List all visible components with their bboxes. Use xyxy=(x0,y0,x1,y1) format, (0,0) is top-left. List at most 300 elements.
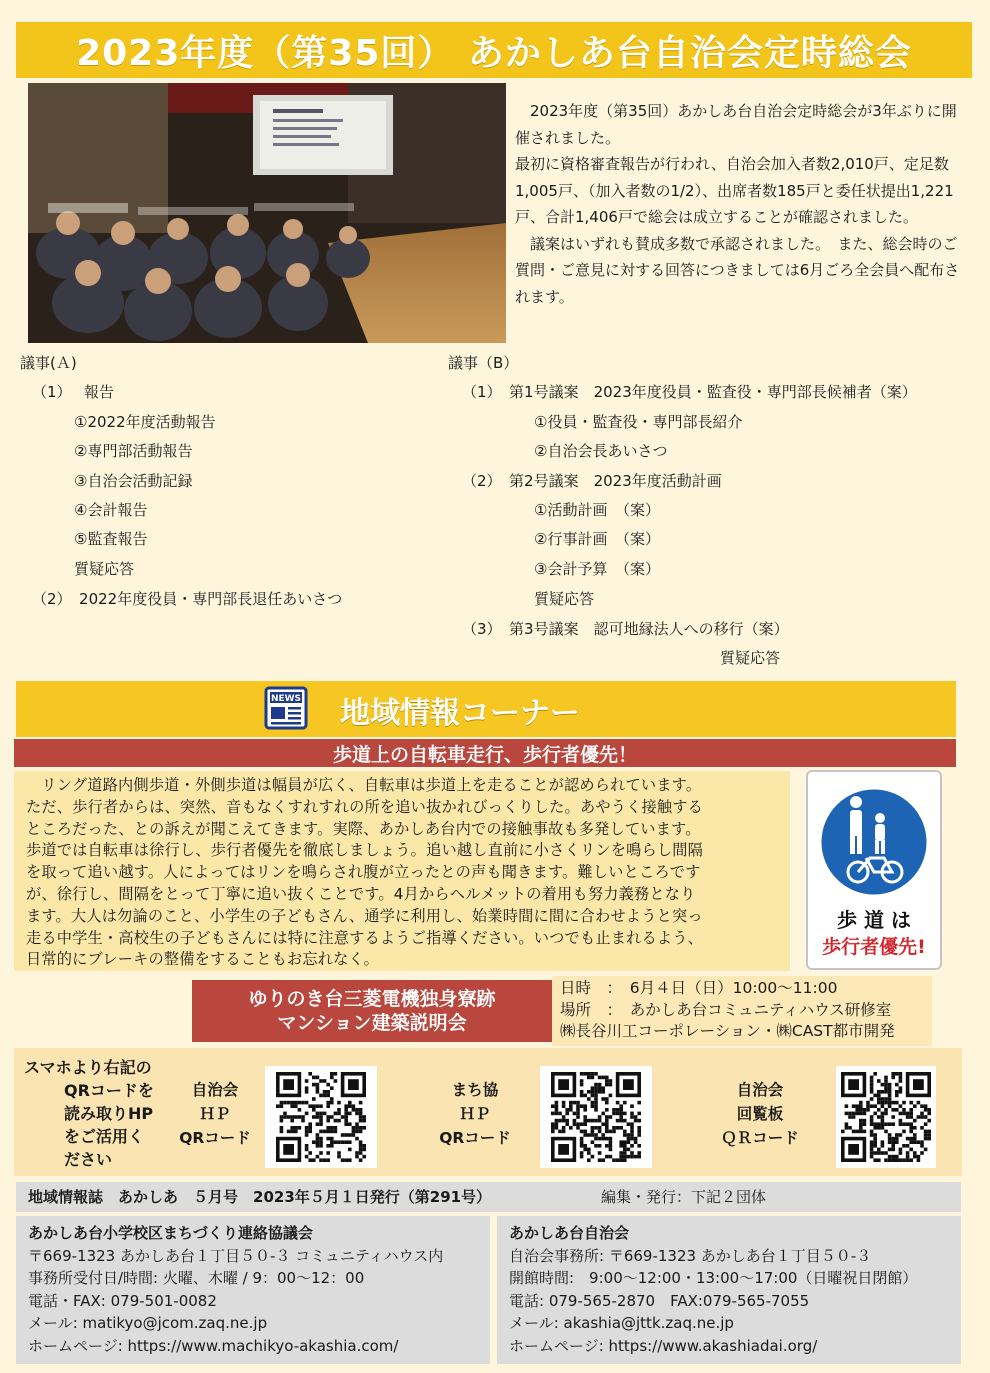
qr-module xyxy=(359,1108,363,1112)
qr-module xyxy=(866,1108,870,1112)
qr-module xyxy=(913,1119,917,1123)
org-web[interactable]: ホームページ: https://www.machikyo-akashia.com/ xyxy=(28,1336,399,1355)
qr-module xyxy=(909,1158,913,1162)
qr-module xyxy=(870,1104,874,1108)
qr-module xyxy=(605,1144,609,1148)
qr-module xyxy=(601,1137,605,1141)
qr-module xyxy=(287,1101,291,1105)
qr-module xyxy=(870,1086,874,1090)
qr-module xyxy=(634,1140,638,1144)
qr-module xyxy=(580,1079,584,1083)
qr-module xyxy=(362,1126,366,1130)
qr-module xyxy=(326,1119,330,1123)
qr-module xyxy=(909,1122,913,1126)
qr-module xyxy=(891,1148,895,1152)
qr-module xyxy=(906,1112,910,1116)
qr-module xyxy=(326,1137,330,1141)
qr-module xyxy=(899,1076,903,1080)
agenda-item-number: （1） xyxy=(32,383,72,401)
qr-module xyxy=(551,1104,555,1108)
qr-module xyxy=(280,1130,284,1134)
qr-module xyxy=(337,1108,341,1112)
qr-module xyxy=(895,1108,899,1112)
qr-module xyxy=(344,1122,348,1126)
qr-module xyxy=(630,1155,634,1159)
qr-module xyxy=(852,1130,856,1134)
qr-module xyxy=(569,1108,573,1112)
page-title: 2023年度（第35回） あかしあ台自治会定時総会 xyxy=(16,22,972,78)
qr-module xyxy=(562,1115,566,1119)
intro-paragraph: 2023年度（第35回）あかしあ台自治会定時総会が3年ぶりに開催されました。 xyxy=(515,102,957,147)
qr-module xyxy=(870,1083,874,1087)
qr-module xyxy=(334,1112,338,1116)
qr-module xyxy=(598,1115,602,1119)
qr-module xyxy=(855,1112,859,1116)
qr-label-line: 自治会 xyxy=(736,1081,784,1099)
qr-module xyxy=(330,1137,334,1141)
qr-module xyxy=(884,1122,888,1126)
qr-module xyxy=(359,1119,363,1123)
qr-module xyxy=(623,1101,627,1105)
qr-module xyxy=(627,1137,631,1141)
qr-module xyxy=(562,1101,566,1105)
qr-module xyxy=(294,1130,298,1134)
qr-module xyxy=(899,1079,903,1083)
qr-module xyxy=(877,1097,881,1101)
qr-module xyxy=(569,1104,573,1108)
qr-module xyxy=(906,1158,910,1162)
qr-module xyxy=(619,1155,623,1159)
qr-module xyxy=(870,1079,874,1083)
qr-module xyxy=(308,1104,312,1108)
qr-module xyxy=(594,1090,598,1094)
qr-module xyxy=(852,1112,856,1116)
qr-module xyxy=(895,1072,899,1076)
qr-module xyxy=(848,1126,852,1130)
qr-module xyxy=(308,1122,312,1126)
qr-module xyxy=(906,1122,910,1126)
qr-module xyxy=(573,1101,577,1105)
qr-module xyxy=(623,1144,627,1148)
qr-module xyxy=(634,1119,638,1123)
qr-module xyxy=(884,1076,888,1080)
qr-module xyxy=(348,1101,352,1105)
qr-lead-text xyxy=(24,1056,154,1171)
qr-module xyxy=(312,1108,316,1112)
qr-module xyxy=(623,1130,627,1134)
qr-module xyxy=(348,1104,352,1108)
qr-module xyxy=(920,1140,924,1144)
qr-module xyxy=(334,1130,338,1134)
qr-module xyxy=(612,1130,616,1134)
qr-module xyxy=(920,1115,924,1119)
qr-module xyxy=(308,1072,312,1076)
qr-module xyxy=(906,1115,910,1119)
qr-module xyxy=(605,1076,609,1080)
qr-module xyxy=(888,1137,892,1141)
qr-module xyxy=(924,1108,928,1112)
qr-module xyxy=(863,1122,867,1126)
agenda-subitem: ②専門部活動報告 xyxy=(74,442,193,460)
qr-module xyxy=(294,1126,298,1130)
qr-module xyxy=(305,1148,309,1152)
bicycle-line: 歩道では自転車は徐行し、歩行者優先を徹底しましょう。追い越し直前に小さくリンを鳴らし間隔 xyxy=(26,841,704,860)
qr-module xyxy=(326,1115,330,1119)
qr-module xyxy=(359,1144,363,1148)
qr-module xyxy=(594,1108,598,1112)
qr-module xyxy=(580,1090,584,1094)
qr-module xyxy=(319,1158,323,1162)
qr-module xyxy=(609,1155,613,1159)
qr-lead-line: スマホより右記の xyxy=(24,1058,152,1077)
qr-module xyxy=(580,1122,584,1126)
qr-module xyxy=(591,1140,595,1144)
bicycle-line: ところだった、との訴えが聞こえてきます。実際、あかしあ台内での接触事故も多発しています。 xyxy=(26,819,701,838)
qr-module xyxy=(884,1083,888,1087)
qr-module xyxy=(634,1137,638,1141)
qr-module xyxy=(316,1122,320,1126)
org-jichikai xyxy=(497,1216,961,1364)
qr-module xyxy=(594,1126,598,1130)
qr-module xyxy=(605,1108,609,1112)
qr-module xyxy=(565,1119,569,1123)
qr-module xyxy=(573,1112,577,1116)
qr-module xyxy=(573,1122,577,1126)
qr-module xyxy=(583,1148,587,1152)
qr-module xyxy=(348,1112,352,1116)
qr-module xyxy=(895,1094,899,1098)
qr-module xyxy=(283,1101,287,1105)
agenda-subitem: 質疑応答 xyxy=(74,560,135,578)
qr-module xyxy=(899,1090,903,1094)
bicycle-line: 走る中学生・高校生の子どもさんには特に注意するようご指導ください。いつでも止まれるよう、 xyxy=(26,928,704,947)
qr-module xyxy=(891,1155,895,1159)
qr-module xyxy=(280,1126,284,1130)
qr-module xyxy=(301,1119,305,1123)
qr-module xyxy=(884,1097,888,1101)
qr-module xyxy=(637,1130,641,1134)
qr-module xyxy=(583,1130,587,1134)
qr-module xyxy=(884,1090,888,1094)
qr-module xyxy=(287,1130,291,1134)
qr-module xyxy=(877,1090,881,1094)
qr-module xyxy=(308,1126,312,1130)
qr-module xyxy=(334,1119,338,1123)
qr-module xyxy=(359,1148,363,1152)
qr-module xyxy=(612,1126,616,1130)
qr-module xyxy=(866,1104,870,1108)
qr-module xyxy=(913,1151,917,1155)
qr-module xyxy=(551,1126,555,1130)
qr-module xyxy=(870,1076,874,1080)
qr-module xyxy=(337,1119,341,1123)
qr-module xyxy=(605,1097,609,1101)
qr-module xyxy=(326,1126,330,1130)
bicycle-line: ただ、歩行者からは、突然、音もなくすれすれの所を追い抜かれびっくりした。あやうく接触する xyxy=(26,797,704,816)
qr-module xyxy=(888,1086,892,1090)
qr-code-jichikai-hp[interactable] xyxy=(265,1066,377,1168)
qr-module xyxy=(591,1086,595,1090)
qr-module xyxy=(330,1101,334,1105)
qr-module xyxy=(627,1155,631,1159)
qr-module xyxy=(316,1155,320,1159)
qr-module xyxy=(870,1097,874,1101)
qr-module xyxy=(848,1115,852,1119)
qr-module xyxy=(305,1112,309,1116)
qr-module xyxy=(902,1108,906,1112)
qr-module xyxy=(305,1144,309,1148)
qr-module xyxy=(888,1122,892,1126)
qr-module xyxy=(612,1112,616,1116)
qr-module xyxy=(630,1144,634,1148)
org-web[interactable]: ホームページ: https://www.akashiadai.org/ xyxy=(509,1336,818,1355)
qr-module xyxy=(899,1086,903,1090)
qr-module xyxy=(334,1072,338,1076)
qr-module xyxy=(326,1158,330,1162)
qr-module xyxy=(841,1130,845,1134)
qr-module xyxy=(891,1072,895,1076)
qr-module xyxy=(555,1119,559,1123)
qr-module xyxy=(909,1130,913,1134)
qr-finder-square xyxy=(848,1079,859,1090)
qr-module xyxy=(609,1079,613,1083)
meeting-place: 場所 ： あかしあ台コミュニティハウス研修室 xyxy=(560,1000,892,1019)
qr-module xyxy=(877,1108,881,1112)
qr-module xyxy=(330,1097,334,1101)
qr-module xyxy=(290,1119,294,1123)
qr-module xyxy=(623,1133,627,1137)
org-hours: 事務所受付日/時間: 火曜、木曜 / 9：00～12：00 xyxy=(28,1269,365,1287)
qr-module xyxy=(312,1097,316,1101)
qr-module xyxy=(895,1101,899,1105)
qr-module xyxy=(895,1155,899,1159)
qr-module xyxy=(902,1122,906,1126)
qr-module xyxy=(319,1104,323,1108)
qr-module xyxy=(294,1101,298,1105)
qr-module xyxy=(630,1151,634,1155)
qr-module xyxy=(609,1137,613,1141)
qr-module xyxy=(591,1126,595,1130)
qr-module xyxy=(344,1140,348,1144)
qr-module xyxy=(598,1076,602,1080)
qr-module xyxy=(594,1137,598,1141)
qr-module xyxy=(330,1086,334,1090)
qr-module xyxy=(301,1115,305,1119)
qr-module xyxy=(359,1140,363,1144)
qr-module xyxy=(630,1112,634,1116)
qr-module xyxy=(891,1115,895,1119)
publisher-info: 編集・発行：下記２団体 xyxy=(601,1188,767,1206)
qr-module xyxy=(870,1090,874,1094)
qr-module xyxy=(609,1083,613,1087)
org-address: 自治会事務所: 〒669-1323 あかしあ台１丁目５０-３ xyxy=(509,1246,872,1265)
qr-module xyxy=(605,1079,609,1083)
qr-module xyxy=(312,1104,316,1108)
qr-module xyxy=(859,1126,863,1130)
qr-module xyxy=(362,1119,366,1123)
qr-lead-line: 読み取りHP xyxy=(64,1104,154,1123)
qr-module xyxy=(323,1130,327,1134)
qr-module xyxy=(591,1090,595,1094)
qr-module xyxy=(319,1079,323,1083)
qr-lead-line: QRコードを xyxy=(64,1081,154,1100)
qr-module xyxy=(362,1115,366,1119)
qr-module xyxy=(873,1094,877,1098)
qr-module xyxy=(565,1112,569,1116)
qr-module xyxy=(576,1112,580,1116)
qr-module xyxy=(913,1137,917,1141)
meeting-photo xyxy=(28,83,506,343)
agenda-subitem: ①活動計画 （案） xyxy=(534,501,660,519)
qr-module xyxy=(627,1133,631,1137)
qr-module xyxy=(637,1101,641,1105)
qr-module xyxy=(337,1140,341,1144)
qr-module xyxy=(906,1144,910,1148)
qr-module xyxy=(619,1140,623,1144)
qr-module xyxy=(899,1133,903,1137)
qr-module xyxy=(594,1083,598,1087)
qr-module xyxy=(619,1104,623,1108)
qr-module xyxy=(294,1104,298,1108)
qr-module xyxy=(873,1126,877,1130)
org-mail[interactable]: メール: matikyo@jcom.zaq.ne.jp xyxy=(28,1314,268,1332)
qr-module xyxy=(920,1126,924,1130)
qr-module xyxy=(276,1104,280,1108)
qr-module xyxy=(852,1115,856,1119)
qr-module xyxy=(305,1130,309,1134)
qr-module xyxy=(330,1130,334,1134)
qr-module xyxy=(362,1144,366,1148)
qr-module xyxy=(627,1122,631,1126)
qr-module xyxy=(359,1126,363,1130)
qr-module xyxy=(881,1112,885,1116)
qr-module xyxy=(319,1137,323,1141)
intro-paragraph: 最初に資格審査報告が行われ、自治会加入者数2,010戸、定足数1,005戸、（加入者数の1/2）、出席者数185戸と委任状提出1,221戸、合計1,406戸で総会は成立することが確認されました。 xyxy=(515,155,954,226)
qr-module xyxy=(323,1094,327,1098)
qr-module xyxy=(637,1112,641,1116)
qr-module xyxy=(558,1119,562,1123)
qr-module xyxy=(895,1083,899,1087)
org-phone: 電話・FAX: 079-501-0082 xyxy=(28,1291,217,1310)
qr-module xyxy=(873,1104,877,1108)
qr-module xyxy=(555,1126,559,1130)
qr-module xyxy=(612,1158,616,1162)
qr-module xyxy=(902,1130,906,1134)
qr-module xyxy=(616,1108,620,1112)
qr-finder-square xyxy=(558,1079,569,1090)
org-name: あかしあ台自治会 xyxy=(509,1224,630,1242)
qr-module xyxy=(355,1137,359,1141)
qr-module xyxy=(870,1144,874,1148)
qr-module xyxy=(359,1115,363,1119)
qr-module xyxy=(877,1079,881,1083)
qr-module xyxy=(562,1119,566,1123)
qr-module xyxy=(594,1133,598,1137)
qr-module xyxy=(623,1158,627,1162)
qr-module xyxy=(924,1104,928,1108)
qr-module xyxy=(873,1151,877,1155)
qr-module xyxy=(881,1122,885,1126)
qr-module xyxy=(877,1101,881,1105)
qr-module xyxy=(891,1144,895,1148)
qr-module xyxy=(881,1151,885,1155)
agenda-subitem: ③会計予算 （案） xyxy=(534,560,660,578)
news-icon xyxy=(262,685,312,731)
qr-module xyxy=(619,1108,623,1112)
qr-module xyxy=(316,1112,320,1116)
qr-module xyxy=(927,1137,931,1141)
qr-module xyxy=(899,1148,903,1152)
qr-module xyxy=(601,1122,605,1126)
qr-module xyxy=(909,1108,913,1112)
qr-module xyxy=(870,1133,874,1137)
qr-module xyxy=(280,1119,284,1123)
qr-module xyxy=(616,1101,620,1105)
qr-module xyxy=(909,1115,913,1119)
qr-module xyxy=(326,1083,330,1087)
qr-finder-square xyxy=(623,1079,634,1090)
qr-module xyxy=(323,1112,327,1116)
qr-module xyxy=(913,1133,917,1137)
qr-module xyxy=(906,1155,910,1159)
qr-module xyxy=(305,1126,309,1130)
qr-module xyxy=(323,1079,327,1083)
qr-module xyxy=(316,1137,320,1141)
qr-module xyxy=(587,1148,591,1152)
qr-module xyxy=(316,1115,320,1119)
qr-module xyxy=(895,1137,899,1141)
qr-module xyxy=(583,1133,587,1137)
qr-module xyxy=(305,1086,309,1090)
qr-label-line: まち協 xyxy=(451,1081,499,1099)
qr-module xyxy=(344,1112,348,1116)
qr-label-line: QRコード xyxy=(439,1129,511,1147)
qr-module xyxy=(616,1158,620,1162)
qr-module xyxy=(884,1130,888,1134)
qr-module xyxy=(927,1112,931,1116)
org-mail[interactable]: メール: akashia@jttk.zaq.ne.jp xyxy=(509,1314,734,1332)
agenda-subitem: ③自治会活動記録 xyxy=(74,472,193,490)
qr-module xyxy=(290,1115,294,1119)
qr-module xyxy=(594,1072,598,1076)
bicycle-line: 日常的にブレーキの整備をすることもお忘れなく。 xyxy=(26,950,380,969)
qr-module xyxy=(334,1140,338,1144)
qr-module xyxy=(920,1144,924,1148)
qr-module xyxy=(598,1086,602,1090)
qr-module xyxy=(319,1151,323,1155)
qr-module xyxy=(558,1130,562,1134)
qr-module xyxy=(352,1104,356,1108)
qr-module xyxy=(888,1158,892,1162)
qr-module xyxy=(855,1130,859,1134)
qr-module xyxy=(888,1155,892,1159)
qr-module xyxy=(884,1151,888,1155)
qr-module xyxy=(312,1115,316,1119)
qr-module xyxy=(870,1151,874,1155)
qr-module xyxy=(344,1158,348,1162)
qr-code-machikyo-hp[interactable] xyxy=(540,1066,652,1168)
qr-module xyxy=(344,1108,348,1112)
sign-line1: 歩 道 は xyxy=(837,908,911,932)
qr-module xyxy=(316,1083,320,1087)
qr-code-kairanban[interactable] xyxy=(836,1066,936,1168)
qr-module xyxy=(623,1119,627,1123)
qr-module xyxy=(591,1094,595,1098)
qr-module xyxy=(630,1137,634,1141)
qr-module xyxy=(598,1083,602,1087)
qr-label-line: ＱＲコード xyxy=(721,1129,799,1147)
qr-module xyxy=(587,1133,591,1137)
